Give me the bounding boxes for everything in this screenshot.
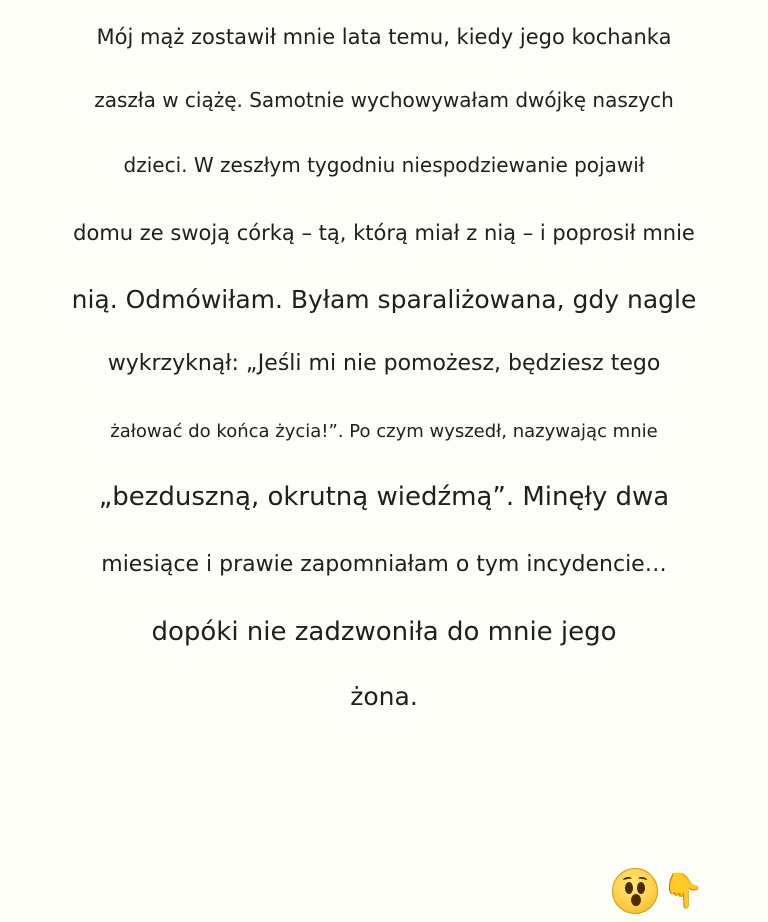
story-line-9: miesiące i prawie zapomniałam o tym incydencie… — [101, 552, 667, 577]
story-line-6: wykrzyknął: „Jeśli mi nie pomożesz, będziesz tego — [107, 351, 661, 376]
story-line-8: „bezduszną, okrutną wiedźmą”. Minęły dwa — [98, 482, 670, 512]
story-line-4: domu ze swoją córką – tą, którą miał z nią – i poprosił mnie — [73, 221, 695, 245]
story-line-11: żona. — [350, 682, 418, 711]
reaction-emojis — [612, 868, 704, 914]
story-line-3: dzieci. W zeszłym tygodniu niespodziewanie pojawił — [123, 153, 645, 177]
story-line-2: zaszła w ciążę. Samotnie wychowywałam dwójkę naszych — [94, 88, 674, 112]
pointing-down-hand-icon: 👇 — [661, 871, 705, 911]
story-line-7: żałować do końca życia!”. Po czym wyszedł, nazywając mnie — [110, 421, 658, 442]
story-line-1: Mój mąż zostawił mnie lata temu, kiedy jego kochanka — [96, 25, 672, 49]
story-line-10: dopóki nie zadzwoniła do mnie jego — [151, 617, 617, 647]
story-line-5: nią. Odmówiłam. Byłam sparaliżowana, gdy nagle — [71, 285, 697, 314]
astonished-face-icon — [612, 868, 658, 914]
